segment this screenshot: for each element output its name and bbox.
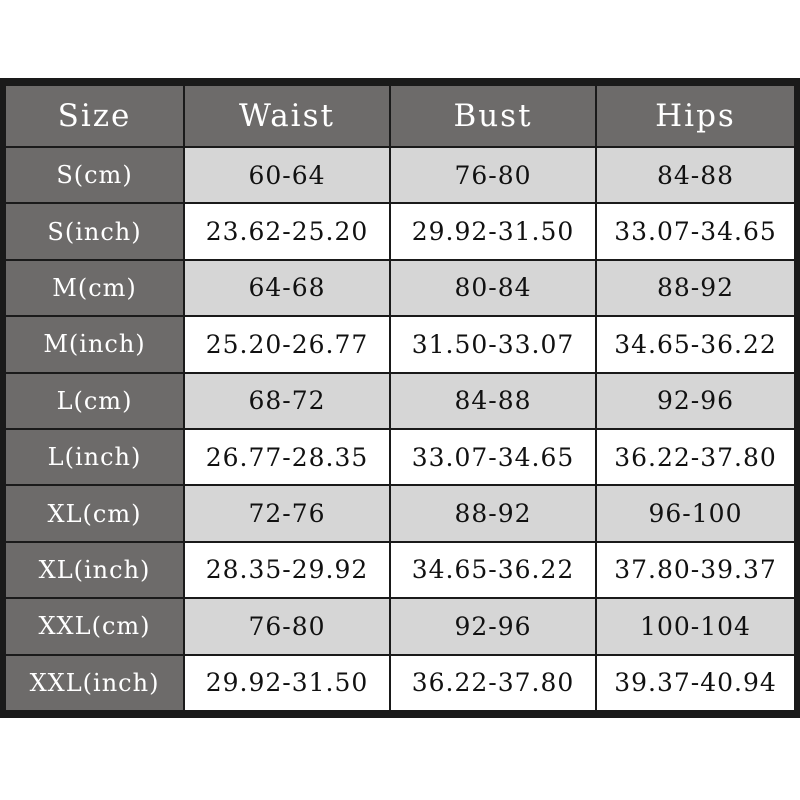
- size-chart-table: [4, 84, 796, 712]
- bust-cell: 34.65-36.22: [391, 543, 595, 597]
- header-hips: Hips: [597, 86, 794, 146]
- size-label-cell: M(cm): [6, 261, 183, 315]
- table-row: [6, 430, 794, 484]
- bust-cell: 33.07-34.65: [391, 430, 595, 484]
- size-label-cell: XL(inch): [6, 543, 183, 597]
- size-label-cell: M(inch): [6, 317, 183, 371]
- waist-cell: 64-68: [185, 261, 389, 315]
- hips-cell: 92-96: [597, 374, 794, 428]
- hips-cell: 33.07-34.65: [597, 204, 794, 258]
- waist-cell: 28.35-29.92: [185, 543, 389, 597]
- waist-cell: 60-64: [185, 148, 389, 202]
- table-row: [6, 599, 794, 653]
- waist-cell: 76-80: [185, 599, 389, 653]
- waist-cell: 25.20-26.77: [185, 317, 389, 371]
- hips-cell: 37.80-39.37: [597, 543, 794, 597]
- bust-cell: 84-88: [391, 374, 595, 428]
- size-label-cell: XXL(cm): [6, 599, 183, 653]
- bust-cell: 29.92-31.50: [391, 204, 595, 258]
- waist-cell: 72-76: [185, 486, 389, 540]
- size-label-cell: L(inch): [6, 430, 183, 484]
- header-row: [6, 86, 794, 146]
- hips-cell: 36.22-37.80: [597, 430, 794, 484]
- hips-cell: 84-88: [597, 148, 794, 202]
- bust-cell: 36.22-37.80: [391, 656, 595, 710]
- waist-cell: 26.77-28.35: [185, 430, 389, 484]
- table-row: [6, 317, 794, 371]
- waist-cell: 68-72: [185, 374, 389, 428]
- size-label-cell: S(inch): [6, 204, 183, 258]
- size-label-cell: L(cm): [6, 374, 183, 428]
- table-row: [6, 656, 794, 710]
- bust-cell: 92-96: [391, 599, 595, 653]
- header-size: Size: [6, 86, 183, 146]
- table-row: [6, 204, 794, 258]
- bust-cell: 80-84: [391, 261, 595, 315]
- size-label-cell: XL(cm): [6, 486, 183, 540]
- bust-cell: 76-80: [391, 148, 595, 202]
- size-label-cell: S(cm): [6, 148, 183, 202]
- bust-cell: 88-92: [391, 486, 595, 540]
- hips-cell: 39.37-40.94: [597, 656, 794, 710]
- hips-cell: 96-100: [597, 486, 794, 540]
- hips-cell: 100-104: [597, 599, 794, 653]
- size-label-cell: XXL(inch): [6, 656, 183, 710]
- table-row: [6, 374, 794, 428]
- header-waist: Waist: [185, 86, 389, 146]
- waist-cell: 29.92-31.50: [185, 656, 389, 710]
- table-row: [6, 261, 794, 315]
- table-row: [6, 148, 794, 202]
- bust-cell: 31.50-33.07: [391, 317, 595, 371]
- waist-cell: 23.62-25.20: [185, 204, 389, 258]
- hips-cell: 34.65-36.22: [597, 317, 794, 371]
- table-row: [6, 486, 794, 540]
- table-row: [6, 543, 794, 597]
- header-bust: Bust: [391, 86, 595, 146]
- hips-cell: 88-92: [597, 261, 794, 315]
- size-chart: [0, 78, 800, 718]
